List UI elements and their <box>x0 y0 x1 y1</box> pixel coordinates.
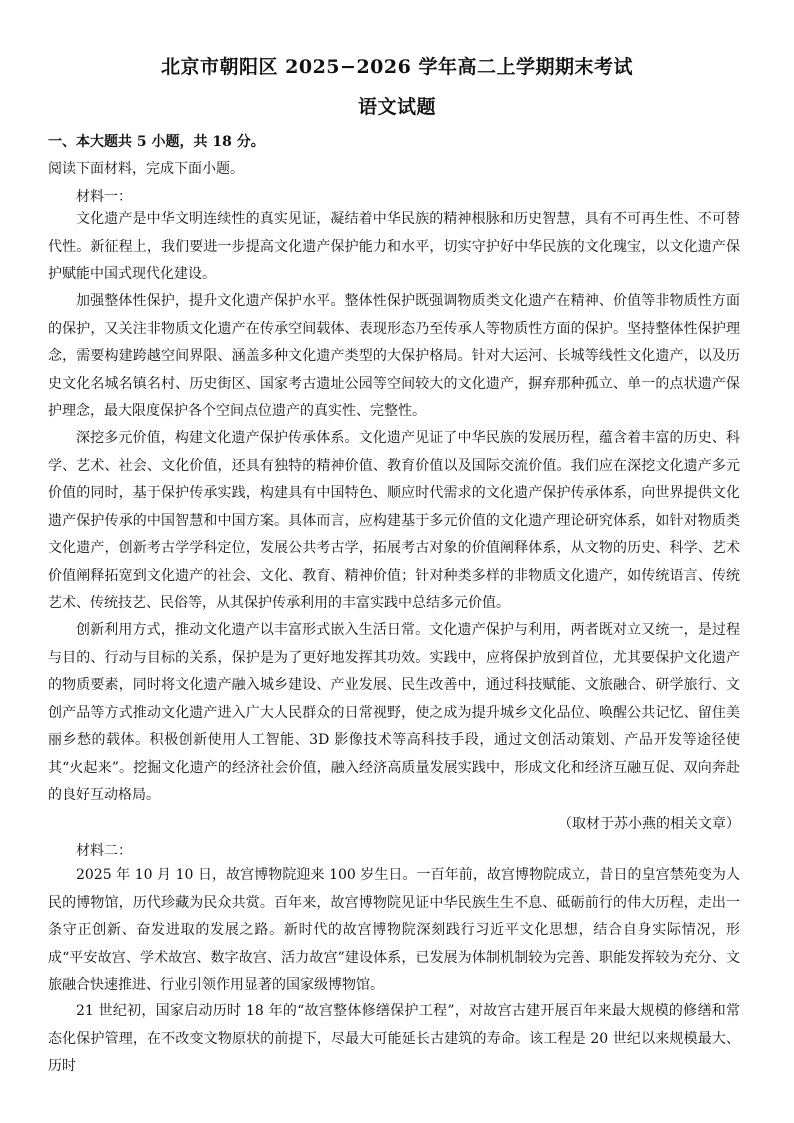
material-two-paragraph: 2025 年 10 月 10 日，故宫博物院迎来 100 岁生日。一百年前，故宫博物院成立，昔日的皇宫禁苑变为人民的博物馆，历代珍藏为民众共赏。百年来，故宫博物院见证中华民族生生不息、砥砺前行的伟大历程，走出一条守正创新、奋发进取的发展之路。新时代的故宫博物院深刻践行习近平文化思想，结合自身实际情况，形成“平安故宫、学术故宫、数字故宫、活力故宫”建设体系，已发展为体制机制较为完善、职能发挥较为充分、文旅融合快速推进、行业引领作用显著的国家级博物馆。 <box>48 867 740 993</box>
instruction-text: 阅读下面材料，完成下面小题。 <box>48 161 244 177</box>
material-two-paragraph: 21 世纪初，国家启动历时 18 年的“故宫整体修缮保护工程”，对故宫古建开展百年来最大规模的修缮和常态化保护管理，在不改变文物原状的前提下，尽最大可能延长古建筑的寿命。该工程是 20 世纪以来规模最大、历时 <box>48 1003 740 1074</box>
section-heading: 一、本大题共 5 小题，共 18 分。 <box>48 134 265 150</box>
material-one-paragraph: 加强整体性保护，提升文化遗产保护水平。整体性保护既强调物质类文化遗产在精神、价值等非物质性方面的保护，又关注非物质文化遗产在传承空间载体、表现形态乃至传承人等物质性方面的保护。坚持整体性保护理念，需要构建跨越空间界限、涵盖多种文化遗产类型的大保护格局。针对大运河、长城等线性文化遗产，以及历史文化名城名镇名村、历史街区、国家考古遗址公园等空间较大的文化遗产，摒弃那种孤立、单一的点状遗产保护理念，最大限度保护各个空间点位遗产的真实性、完整性。 <box>48 293 740 419</box>
material-one-paragraph: 文化遗产是中华文明连续性的真实见证，凝结着中华民族的精神根脉和历史智慧，具有不可再生性、不可替代性。新征程上，我们要进一步提高文化遗产保护能力和水平，切实守护好中华民族的文化瑰宝，以文化遗产保护赋能中国式现代化建设。 <box>48 211 740 282</box>
material-one-label: 材料一： <box>76 189 132 205</box>
material-one-paragraph: 深挖多元价值，构建文化遗产保护传承体系。文化遗产见证了中华民族的发展历程，蕴含着丰富的历史、科学、艺术、社会、文化价值，还具有独特的精神价值、教育价值以及国际交流价值。我们应在深挖文化遗产多元价值的同时，基于保护传承实践，构建具有中国特色、顺应时代需求的文化遗产保护传承体系，向世界提供文化遗产保护传承的中国智慧和中国方案。具体而言，应构建基于多元价值的文化遗产理论研究体系，如针对物质类文化遗产，创新考古学学科定位，发展公共考古学，拓展考古对象的价值阐释体系，从文物的历史、科学、艺术价值阐释拓宽到文化遗产的社会、文化、教育、精神价值；针对种类多样的非物质文化遗产，如传统语言、传统艺术、传统技艺、民俗等，从其保护传承利用的丰富实践中总结多元价值。 <box>48 430 740 611</box>
material-two-label: 材料二： <box>76 843 132 859</box>
document-subtitle: 语文试题 <box>357 96 436 118</box>
document-title: 北京市朝阳区 2025−2026 学年高二上学期期末考试 <box>161 56 633 78</box>
source-citation: （取材于苏小燕的相关文章） <box>558 816 740 832</box>
material-one-paragraph: 创新利用方式，推动文化遗产以丰富形式嵌入生活日常。文化遗产保护与利用，两者既对立又统一，是过程与目的、行动与目标的关系，保护是为了更好地发挥其功效。实践中，应将保护放到首位，尤其要保护文化遗产的物质要素，同时将文化遗产融入城乡建设、产业发展、民生改善中，通过科技赋能、文旅融合、研学旅行、文创产品等方式推动文化遗产进入广大人民群众的日常视野，使之成为提升城乡文化品位、唤醒公共记忆、留住美丽乡愁的载体。积极创新使用人工智能、3D 影像技术等高科技手段，通过文创活动策划、产品开发等途径使其“火起来”。挖掘文化遗产的经济社会价值，融入经济高质量发展实践中，形成文化和经济互融互促、双向奔赴的良好互动格局。 <box>48 622 740 803</box>
